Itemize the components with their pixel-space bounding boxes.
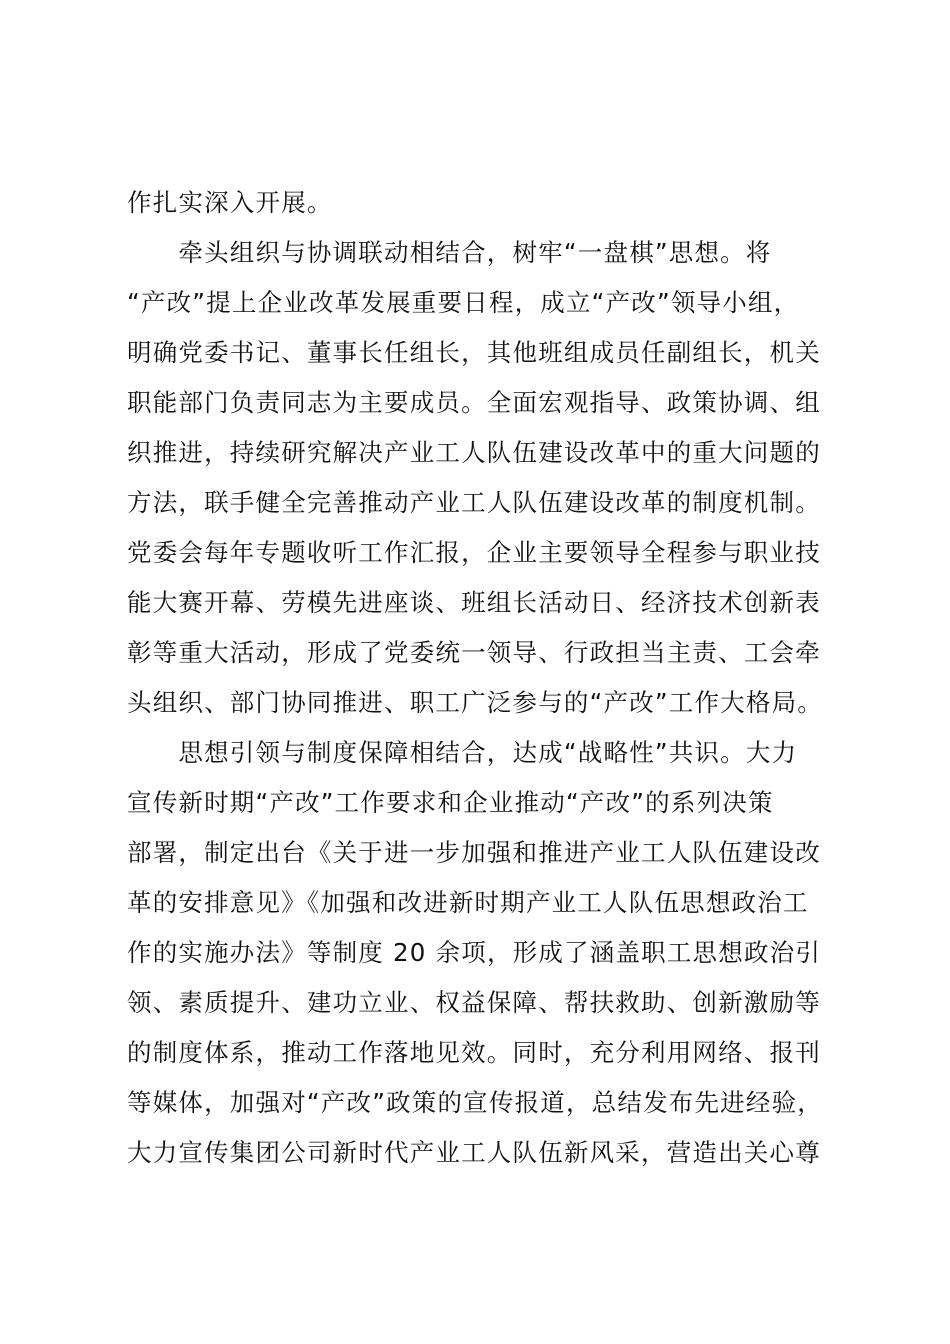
text-line: 职能部门负责同志为主要成员。全面宏观指导、政策协调、组	[127, 388, 821, 417]
text-line: 革的安排意见》《加强和改进新时期产业工人队伍思想政治工	[127, 888, 809, 917]
text-line: “产改”提上企业改革发展重要日程，成立“产改”领导小组，	[127, 288, 800, 317]
text-line: 牵头组织与协调联动相结合，树牢“一盘棋”思想。将	[127, 238, 772, 267]
text-line: 能大赛开幕、劳模先进座谈、班组长活动日、经济技术创新表	[127, 588, 821, 617]
text-line: 思想引领与制度保障相结合，达成“战略性”共识。大力	[127, 738, 798, 767]
body-text	[127, 178, 847, 1178]
text-line: 领、素质提升、建功立业、权益保障、帮扶救助、创新激励等	[127, 988, 821, 1017]
text-line: 宣传新时期“产改”工作要求和企业推动“产改”的系列决策	[127, 788, 774, 817]
text-line: 的制度体系，推动工作落地见效。同时，充分利用网络、报刊	[127, 1038, 821, 1067]
text-line: 作扎实深入开展。	[127, 188, 333, 217]
text-line: 织推进，持续研究解决产业工人队伍建设改革中的重大问题的	[127, 438, 821, 467]
text-line: 等媒体，加强对“产改”政策的宣传报道，总结发布先进经验，	[127, 1088, 823, 1117]
text-line: 党委会每年专题收听工作汇报，企业主要领导全程参与职业技	[127, 538, 821, 567]
text-line: 作的实施办法》等制度 20 余项，形成了涵盖职工思想政治引	[127, 938, 822, 967]
text-line: 头组织、部门协同推进、职工广泛参与的“产改”工作大格局。	[127, 688, 823, 717]
text-line: 彰等重大活动，形成了党委统一领导、行政担当主责、工会牵	[127, 638, 821, 667]
text-line: 方法，联手健全完善推动产业工人队伍建设改革的制度机制。	[127, 488, 821, 517]
text-line: 部署，制定出台《关于进一步加强和推进产业工人队伍建设改	[127, 838, 821, 867]
text-line: 大力宣传集团公司新时代产业工人队伍新风采，营造出关心尊	[127, 1138, 821, 1167]
text-line: 明确党委书记、董事长任组长，其他班组成员任副组长，机关	[127, 338, 821, 367]
